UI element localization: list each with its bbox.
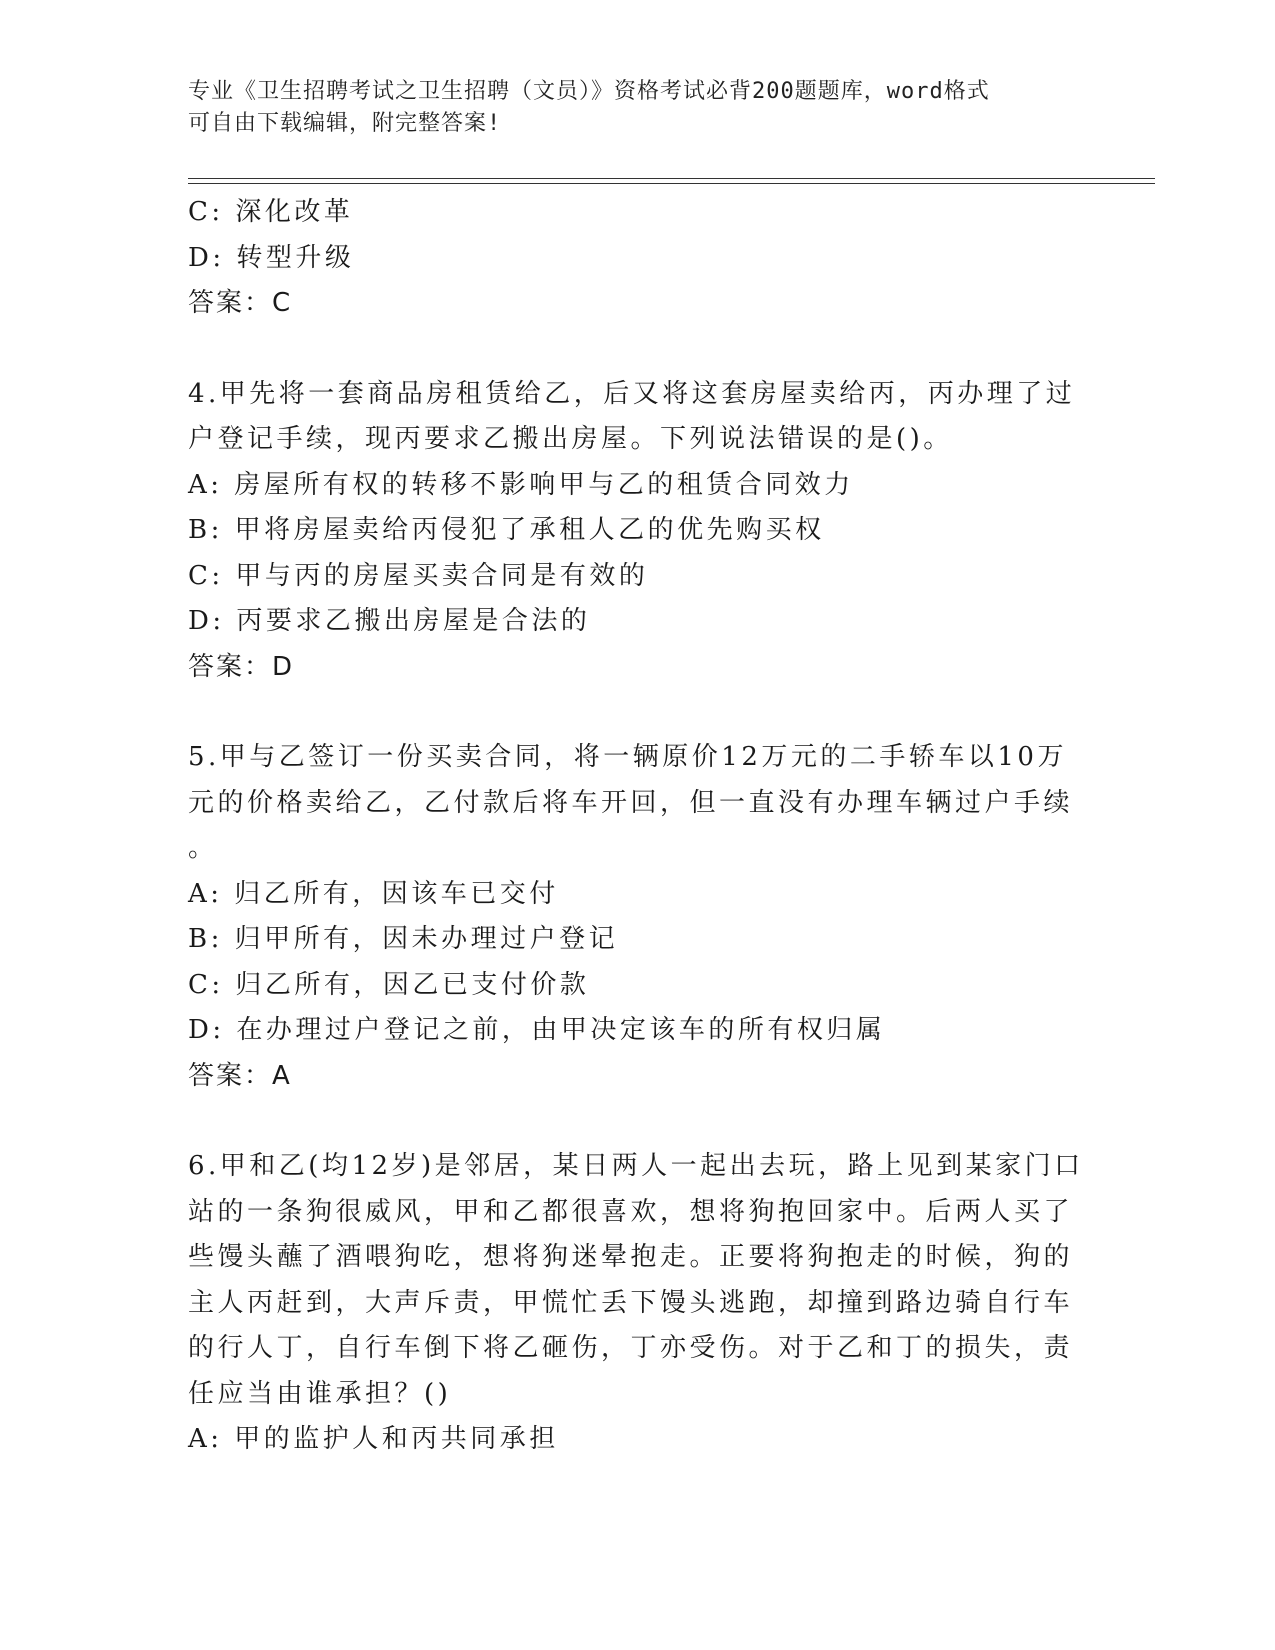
question-text-line: 元的价格卖给乙，乙付款后将车开回，但一直没有办理车辆过户手续 [188,787,1074,818]
header-line-2: 可自由下载编辑，附完整答案! [188,111,502,136]
option-c: C: 深化改革 [188,197,354,227]
question-text-line: 些馒头蘸了酒喂狗吃，想将狗迷晕抱走。正要将狗抱走的时候，狗的 [188,1242,1074,1272]
question-5 [188,735,1074,1099]
page-header [188,76,1088,140]
question-4 [188,372,1076,691]
document-body [188,190,1088,1463]
option-b: B: 归甲所有，因未办理过户登记 [188,924,619,954]
question-3-tail [188,190,1088,327]
question-text-line: 6.甲和乙(均12岁)是邻居，某日两人一起出去玩，路上见到某家门口 [188,1151,1084,1181]
question-text-line: 户登记手续，现丙要求乙搬出房屋。下列说法错误的是()。 [188,424,953,454]
question-text-line: 站的一条狗很威风，甲和乙都很喜欢，想将狗抱回家中。后两人买了 [188,1196,1074,1227]
option-c: C: 归乙所有，因乙已支付价款 [188,969,590,1000]
answer-label: 答案：A [188,1060,292,1091]
option-d: D: 在办理过户登记之前，由甲决定该车的所有权归属 [188,1015,886,1045]
question-text-line: 4.甲先将一套商品房租赁给乙，后又将这套房屋卖给丙，丙办理了过 [188,378,1076,409]
question-text-line: 任应当由谁承担？() [188,1378,452,1409]
answer-label: 答案：C [188,288,293,318]
header-line-1: 专业《卫生招聘考试之卫生招聘（文员）》资格考试必背200题题库，word格式 [188,79,990,104]
header-divider [188,178,1155,184]
answer-label: 答案：D [188,651,295,682]
option-c: C: 甲与丙的房屋买卖合同是有效的 [188,560,649,591]
option-a: A: 甲的监护人和丙共同承担 [188,1424,559,1454]
question-text-line: 。 [188,833,218,863]
option-a: A: 房屋所有权的转移不影响甲与乙的租赁合同效力 [188,469,854,500]
option-b: B: 甲将房屋卖给丙侵犯了承租人乙的优先购买权 [188,515,825,545]
question-text-line: 主人丙赶到，大声斥责，甲慌忙丢下馒头逃跑，却撞到路边骑自行车 [188,1287,1074,1318]
question-text-line: 的行人丁，自行车倒下将乙砸伤，丁亦受伤。对于乙和丁的损失，责 [188,1333,1074,1363]
option-a: A: 归乙所有，因该车已交付 [188,878,559,909]
option-d: D: 丙要求乙搬出房屋是合法的 [188,606,591,636]
option-d: D: 转型升级 [188,242,355,273]
question-6 [188,1144,1084,1463]
question-text-line: 5.甲与乙签订一份买卖合同，将一辆原价12万元的二手轿车以10万 [188,742,1067,772]
